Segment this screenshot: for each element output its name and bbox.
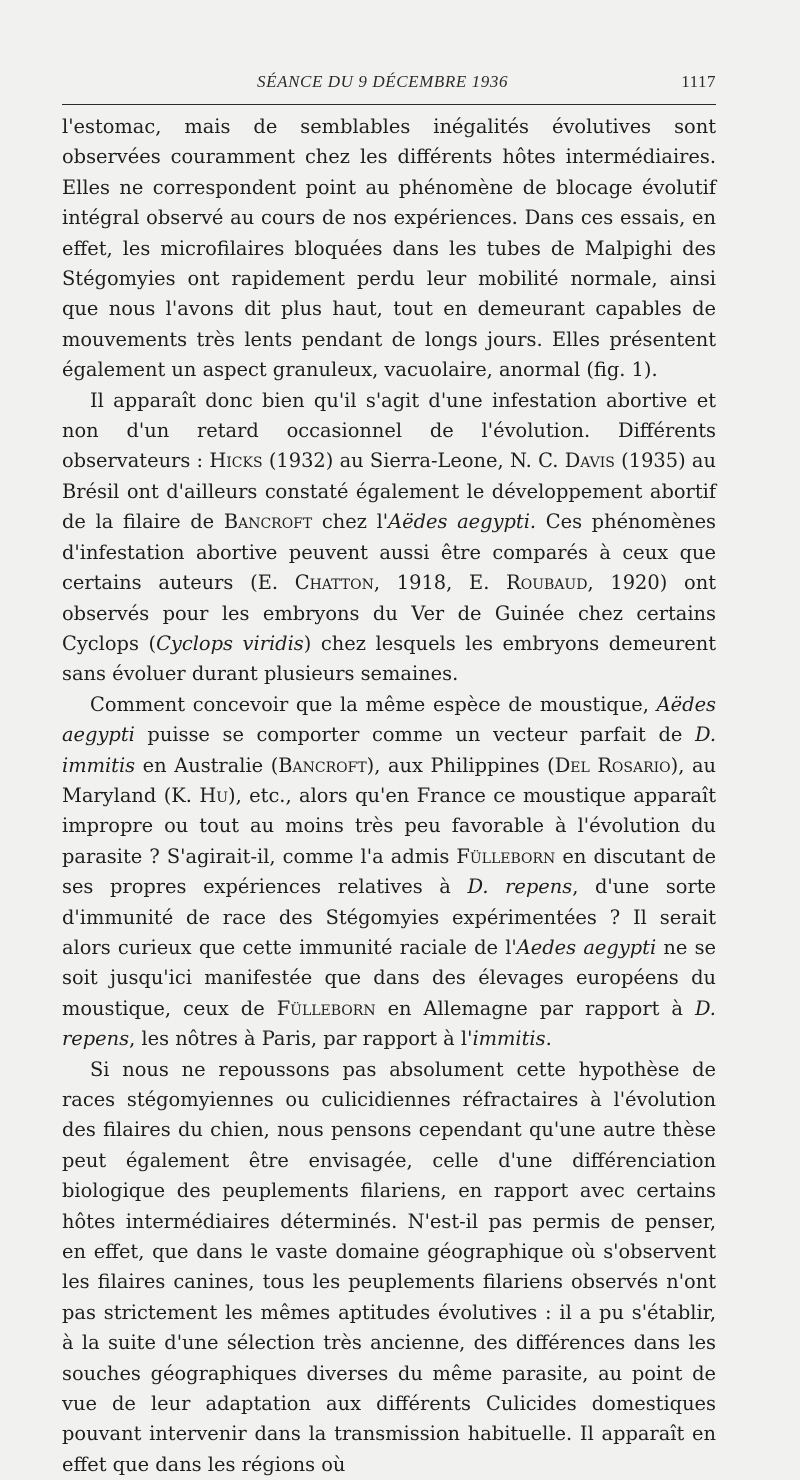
species-name: immitis	[472, 1027, 546, 1051]
text-span: , d'une sorte d'immunité de race des Stégomyies expérimentées ? Il serait alors curieux que cette immunité raciale de l'	[62, 875, 716, 959]
author-name: Roubaud	[506, 571, 588, 595]
species-name: D. repens	[467, 875, 573, 899]
text-span: Ces phénomènes d'infestation abortive peuvent aussi être comparés à ceux que certains auteurs (E.	[62, 510, 716, 595]
text-span: , les nôtres à Paris, par rapport à l'	[129, 1027, 473, 1051]
text-span: , 1918, E.	[373, 571, 507, 595]
text-span: en Australie (	[135, 753, 279, 777]
species-name: D. immitis	[62, 723, 716, 777]
paragraph-3	[62, 690, 716, 1055]
text-span: ) chez lesquels les embryons demeurent sans évoluer durant plusieurs semaines.	[62, 631, 716, 686]
species-name: Aedes aegypti	[516, 935, 657, 959]
species-name: D. repens	[62, 996, 716, 1051]
text-span: Comment concevoir que la même espèce de moustique,	[90, 692, 657, 716]
running-title: SÉANCE DU 9 DÉCEMBRE 1936	[257, 72, 509, 91]
species-name: Aëdes aegypti	[62, 692, 716, 747]
author-name: Davis	[564, 449, 615, 473]
author-name: Bancroft	[278, 753, 367, 777]
paragraph-1	[62, 112, 716, 386]
text-span: ), etc., alors qu'en France ce moustique apparaît impropre ou tout au moins très peu favorable à l'évolution du parasite ? S'agirait-il, comme l'a admis	[62, 783, 716, 868]
text-span: puisse se comporter comme un vecteur parfait de	[134, 723, 695, 747]
body-text	[62, 112, 716, 1480]
text-span: .	[545, 1027, 552, 1051]
page-header	[62, 72, 716, 96]
text-span: l'estomac, mais de semblables inégalités évolutives sont observées couramment chez les différents hôtes intermédiaires. Elles ne correspondent point au phénomène de blocage évolutif intégral observé au cours de nos expériences. Dans ces essais, en effet, les microfilaires bloquées dans les tubes de Malpighi des Stégomyies ont rapidement perdu leur mobilité normale, ainsi que nous l'avons dit plus haut, tout en demeurant capables de mouvements très lents pendant de longs jours. Elles présentent également un aspect granuleux, vacuolaire, anormal (fig. 1).	[62, 115, 716, 382]
author-name: Hu	[199, 783, 229, 807]
author-name: Chatton	[294, 571, 374, 595]
text-span: (1932) au Sierra-Leone, N. C.	[262, 449, 565, 473]
paragraph-2	[62, 386, 716, 690]
text-span: ne se soit jusqu'ici manifestée que dans des élevages européens du moustique, ceux de	[62, 935, 717, 1020]
text-span: Il apparaît donc bien qu'il s'agit d'une infestation abortive et non d'un retard occasionnel de l'évolution. Différents observateurs :	[62, 388, 716, 473]
text-span: (1935) au Brésil ont d'ailleurs constaté également le développement abortif de la filaire de	[62, 449, 716, 534]
text-span: en Allemagne par rapport à	[375, 996, 695, 1020]
text-span: ), aux Philippines (	[366, 753, 555, 777]
header-rule	[62, 104, 716, 105]
text-span: Si nous ne repoussons pas absolument cette hypothèse de races stégomyiennes ou culicidiennes réfractaires à l'évolution des filaires du chien, nous pensons cependant qu'une autre thèse peut également être envisagée, celle d'une différenciation biologique des peuplements filariens, en rapport avec certains hôtes intermédiaires déterminés. N'est-il pas permis de penser, en effet, que dans le vaste domaine géographique où s'observent les filaires canines, tous les peuplements filariens observés n'ont pas strictement les mêmes aptitudes évolutives : il a pu s'établir, à la suite d'une sélection très ancienne, des différences dans les souches géographiques diverses du même parasite, au point de vue de leur adaptation aux différents Culicides domestiques pouvant intervenir dans la transmission habituelle. Il apparaît en effet que dans les régions où	[62, 1057, 716, 1476]
species-name: Cyclops viridis	[156, 631, 304, 655]
page-number: 1117	[681, 72, 716, 91]
text-span: chez l'	[312, 510, 389, 534]
text-span: , 1920) ont observés pour les embryons du Ver de Guinée chez certains Cyclops (	[62, 571, 717, 655]
author-name: Hicks	[209, 449, 263, 473]
author-name: Fülleborn	[276, 996, 376, 1020]
author-name: Bancroft	[223, 510, 313, 534]
author-name: Fülleborn	[456, 844, 556, 868]
text-span: ), au Maryland (K.	[62, 753, 716, 807]
species-name: Aëdes aegypti.	[388, 510, 537, 534]
paragraph-4	[62, 1055, 716, 1480]
author-name: Del Rosario	[554, 753, 671, 777]
text-span: en discutant de ses propres expériences relatives à	[62, 844, 716, 899]
